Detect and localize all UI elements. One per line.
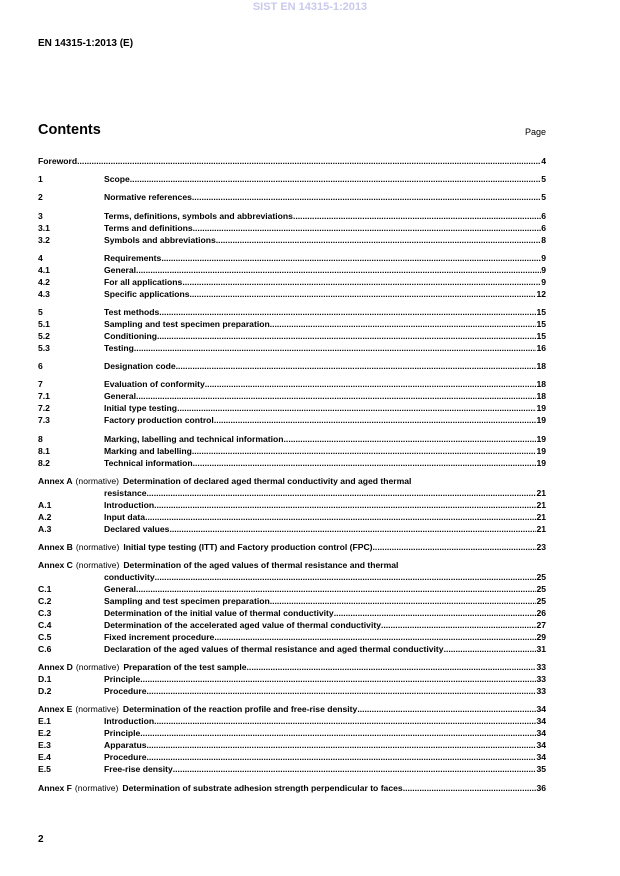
dot-leader [334,607,537,619]
toc-entry[interactable] [38,673,546,685]
toc-entry-annex[interactable] [38,661,546,673]
entry-title: Technical information [104,457,193,468]
entry-number: 8.2 [38,457,50,468]
dot-leader [192,191,541,203]
toc-entry[interactable] [38,595,546,607]
entry-number: E.4 [38,752,51,763]
toc-group [38,173,546,185]
entry-title: Input data [104,511,146,522]
entry-page: 5 [541,192,546,203]
annex-label: Annex A [38,475,73,486]
dot-leader [140,727,536,739]
entry-page: 21 [536,523,546,534]
toc-entry[interactable] [38,306,546,318]
toc-entry-annex[interactable] [38,475,546,487]
entry-page: 27 [536,620,546,631]
dot-leader [193,457,537,469]
toc-entry[interactable] [38,619,546,631]
dot-leader [147,739,537,751]
dot-leader [147,685,537,697]
toc-entry[interactable] [38,342,546,354]
entry-number: 8 [38,433,43,444]
dot-leader [444,643,537,655]
dot-leader [270,595,537,607]
entry-title: Foreword [38,156,78,166]
dot-leader [157,330,536,342]
entry-title: Scope [104,174,130,185]
entry-number: 4 [38,252,43,263]
annex-note: (normative) [75,662,120,673]
document-header: EN 14315-1:2013 (E) [38,38,134,49]
entry-title: Conditioning [104,330,157,341]
entry-page: 29 [536,632,546,643]
entry-page: 35 [536,764,546,775]
entry-number: C.4 [38,620,52,631]
entry-title: Procedure [104,752,147,763]
toc-group [38,378,546,426]
toc-entry[interactable] [38,276,546,288]
dot-leader [147,487,537,499]
dot-leader [182,276,541,288]
toc-entry[interactable] [38,330,546,342]
entry-page: 31 [536,644,546,655]
entry-title: Principle [104,674,141,685]
dot-leader [173,763,537,775]
dot-leader [77,155,541,167]
dot-leader [293,210,541,222]
entry-title: Free-rise density [104,764,173,775]
entry-number: D.1 [38,674,52,685]
toc-entry[interactable] [38,414,546,426]
entry-number: D.2 [38,686,52,697]
annex-note: (normative) [75,704,119,715]
dot-leader [136,390,536,402]
toc-entry[interactable] [38,727,546,739]
toc-group [38,306,546,354]
entry-title: Sampling and test specimen preparation [104,318,270,329]
entry-number: E.1 [38,716,51,727]
entry-number: 4.2 [38,276,50,287]
entry-number: 2 [38,192,43,203]
toc-entry[interactable] [38,155,546,167]
entry-title: Procedure [104,686,147,697]
toc-entry[interactable] [38,210,546,222]
entry-number: 8.1 [38,445,50,456]
entry-title: Declaration of the aged values of thermal resistance and aged thermal conductivity [104,644,444,655]
entry-page: 12 [536,288,546,299]
dot-leader [205,378,537,390]
toc-entry-annex[interactable] [38,782,546,794]
entry-title: Initial type testing [104,403,178,414]
entry-page: 19 [536,445,546,456]
annex-note: (normative) [74,782,119,793]
toc-group [38,475,546,535]
page-number: 2 [38,834,44,845]
toc-entry[interactable] [38,715,546,727]
toc-entry[interactable] [38,511,546,523]
toc-entry[interactable] [38,445,546,457]
dot-leader [357,703,536,715]
entry-page: 34 [536,716,546,727]
entry-title: Symbols and abbreviations [104,234,216,245]
toc-entry[interactable] [38,402,546,414]
toc-entry[interactable] [38,457,546,469]
toc-entry[interactable] [38,763,546,775]
toc-entry[interactable] [38,499,546,511]
entry-title: Initial type testing (ITT) and Factory production control (FPC) [123,541,373,552]
entry-page: 8 [541,234,546,245]
dot-leader [136,583,536,595]
entry-page: 15 [536,318,546,329]
dot-leader [189,288,536,300]
toc-entry-annex[interactable] [38,559,546,571]
entry-title: Determination of the aged values of thermal resistance and thermal [123,560,399,571]
entry-number: 3.2 [38,234,50,245]
dot-leader [159,306,536,318]
entry-title: Determination of the reaction profile and free-rise density [122,704,358,715]
entry-number: 3.1 [38,222,50,233]
toc-group [38,661,546,697]
dot-leader [176,360,537,372]
toc-entry[interactable] [38,643,546,655]
dot-leader [214,414,537,426]
entry-number: C.6 [38,644,52,655]
entry-title-continued: resistance [104,487,147,498]
toc-entry[interactable] [38,523,546,535]
entry-page: 15 [536,330,546,341]
toc-entry[interactable] [38,252,546,264]
entry-page: 5 [541,174,546,185]
dot-leader [270,318,537,330]
indent [38,487,104,499]
dot-leader [154,499,536,511]
entry-number: E.2 [38,728,51,739]
entry-page: 6 [541,210,546,221]
entry-title: Test methods [104,306,160,317]
entry-title: Marking, labelling and technical information [104,433,284,444]
dot-leader [145,511,536,523]
dot-leader [155,571,537,583]
entry-page: 25 [536,584,546,595]
toc-entry[interactable] [38,360,546,372]
entry-title: Principle [104,728,141,739]
entry-number: 7.3 [38,415,50,426]
entry-title: General [104,391,137,402]
toc-entry-annex[interactable] [38,541,546,553]
entry-number: 5.3 [38,342,50,353]
entry-number: A.1 [38,499,52,510]
entry-title: Terms and definitions [104,222,193,233]
annex-label: Annex E [38,704,73,715]
entry-page: 18 [536,379,546,390]
entry-title: Determination of the initial value of thermal conductivity [104,608,334,619]
toc-entry[interactable] [38,378,546,390]
entry-number: 4.3 [38,288,50,299]
annex-label: Annex D [38,662,73,673]
entry-title: General [104,584,137,595]
dot-leader [134,342,537,354]
entry-title: Marking and labelling [104,445,192,456]
dot-leader [381,619,536,631]
toc-entry-continuation[interactable] [38,487,546,499]
table-of-contents [38,155,546,794]
toc-entry[interactable] [38,173,546,185]
entry-number: 3 [38,210,43,221]
entry-title: Determination of declared aged thermal conductivity and aged thermal [123,475,412,486]
toc-entry[interactable] [38,751,546,763]
toc-entry[interactable] [38,222,546,234]
annex-label: Annex B [38,541,73,552]
entry-number: 7.1 [38,391,50,402]
entry-title: Declared values [104,523,170,534]
entry-title: Apparatus [104,740,147,751]
dot-leader [284,433,537,445]
dot-leader [247,661,537,673]
entry-page: 33 [536,674,546,685]
entry-title: Introduction [104,499,155,510]
entry-number: C.1 [38,584,52,595]
toc-entry[interactable] [38,264,546,276]
entry-title: Factory production control [104,415,214,426]
dot-leader [147,751,537,763]
annex-note: (normative) [75,475,120,486]
entry-title: Designation code [104,361,176,372]
dot-leader [193,222,542,234]
entry-number: 4.1 [38,264,50,275]
toc-group [38,252,546,300]
toc-entry-continuation[interactable] [38,571,546,583]
entry-number: A.2 [38,511,52,522]
entry-title: Normative references [104,192,192,203]
entry-number: 7 [38,379,43,390]
entry-number: 5.2 [38,330,50,341]
dot-leader [216,234,541,246]
toc-entry[interactable] [38,318,546,330]
entry-number: 6 [38,361,43,372]
entry-number: 7.2 [38,403,50,414]
entry-page: 18 [536,361,546,372]
entry-title: Fixed increment procedure [104,632,215,643]
entry-page: 26 [536,608,546,619]
entry-title-continued: conductivity [104,572,155,583]
indent [38,571,104,583]
toc-group [38,210,546,246]
entry-page: 21 [536,499,546,510]
entry-page: 9 [541,276,546,287]
annex-note: (normative) [75,541,120,552]
dot-leader [154,715,536,727]
entry-title: Terms, definitions, symbols and abbreviations [104,210,293,221]
toc-group [38,360,546,372]
entry-page: 25 [536,572,546,583]
entry-page: 36 [536,782,546,793]
toc-entry[interactable] [38,685,546,697]
watermark: SIST EN 14315-1:2013 [252,1,368,13]
toc-group [38,433,546,469]
entry-title: Introduction [104,716,155,727]
entry-page: 4 [541,156,546,166]
dot-leader [192,445,537,457]
dot-leader [136,264,541,276]
entry-number: E.3 [38,740,51,751]
toc-entry[interactable] [38,739,546,751]
entry-page: 33 [536,686,546,697]
entry-page: 34 [536,704,546,715]
toc-entry[interactable] [38,390,546,402]
entry-page: 15 [536,306,546,317]
entry-page: 9 [541,252,546,263]
entry-title: General [104,264,137,275]
toc-group [38,782,546,794]
dot-leader [130,173,541,185]
toc-group [38,703,546,775]
entry-number: E.5 [38,764,51,775]
toc-entry[interactable] [38,191,546,203]
entry-number: C.5 [38,632,52,643]
entry-page: 18 [536,391,546,402]
entry-title: Determination of the accelerated aged value of thermal conductivity [104,620,381,631]
entry-number: A.3 [38,523,52,534]
toc-group [38,541,546,553]
entry-page: 34 [536,740,546,751]
toc-entry[interactable] [38,607,546,619]
entry-page: 16 [536,342,546,353]
entry-page: 34 [536,752,546,763]
dot-leader [140,673,536,685]
entry-page: 19 [536,415,546,426]
entry-number: 5 [38,306,43,317]
dot-leader [161,252,541,264]
annex-label: Annex C [38,560,73,571]
annex-note: (normative) [75,560,120,571]
dot-leader [403,782,537,794]
contents-title: Contents [38,122,101,138]
entry-page: 23 [536,541,546,552]
entry-page: 25 [536,596,546,607]
toc-entry[interactable] [38,433,546,445]
dot-leader [177,402,536,414]
toc-entry[interactable] [38,288,546,300]
entry-title: Preparation of the test sample [123,662,247,673]
toc-entry-annex[interactable] [38,703,546,715]
entry-number: C.2 [38,596,52,607]
toc-group [38,559,546,655]
entry-page: 6 [541,222,546,233]
entry-number: 1 [38,174,43,185]
toc-entry[interactable] [38,631,546,643]
entry-page: 19 [536,403,546,414]
entry-page: 21 [536,511,546,522]
entry-title: Testing [104,342,134,353]
dot-leader [214,631,536,643]
entry-number: 5.1 [38,318,50,329]
annex-label: Annex F [38,782,72,793]
entry-page: 21 [536,487,546,498]
entry-page: 19 [536,457,546,468]
dot-leader [169,523,536,535]
entry-title: Requirements [104,252,162,263]
toc-entry[interactable] [38,234,546,246]
entry-title: Evaluation of conformity [104,379,205,390]
entry-title: Specific applications [104,288,190,299]
entry-number: C.3 [38,608,52,619]
entry-page: 34 [536,728,546,739]
page-column-label: Page [524,127,546,137]
entry-title: Determination of substrate adhesion strength perpendicular to faces [122,782,403,793]
dot-leader [373,541,537,553]
entry-title: For all applications [104,276,183,287]
toc-group [38,155,546,167]
toc-entry[interactable] [38,583,546,595]
toc-group [38,191,546,203]
entry-page: 19 [536,433,546,444]
entry-page: 33 [536,662,546,673]
entry-title: Sampling and test specimen preparation [104,596,270,607]
entry-page: 9 [541,264,546,275]
